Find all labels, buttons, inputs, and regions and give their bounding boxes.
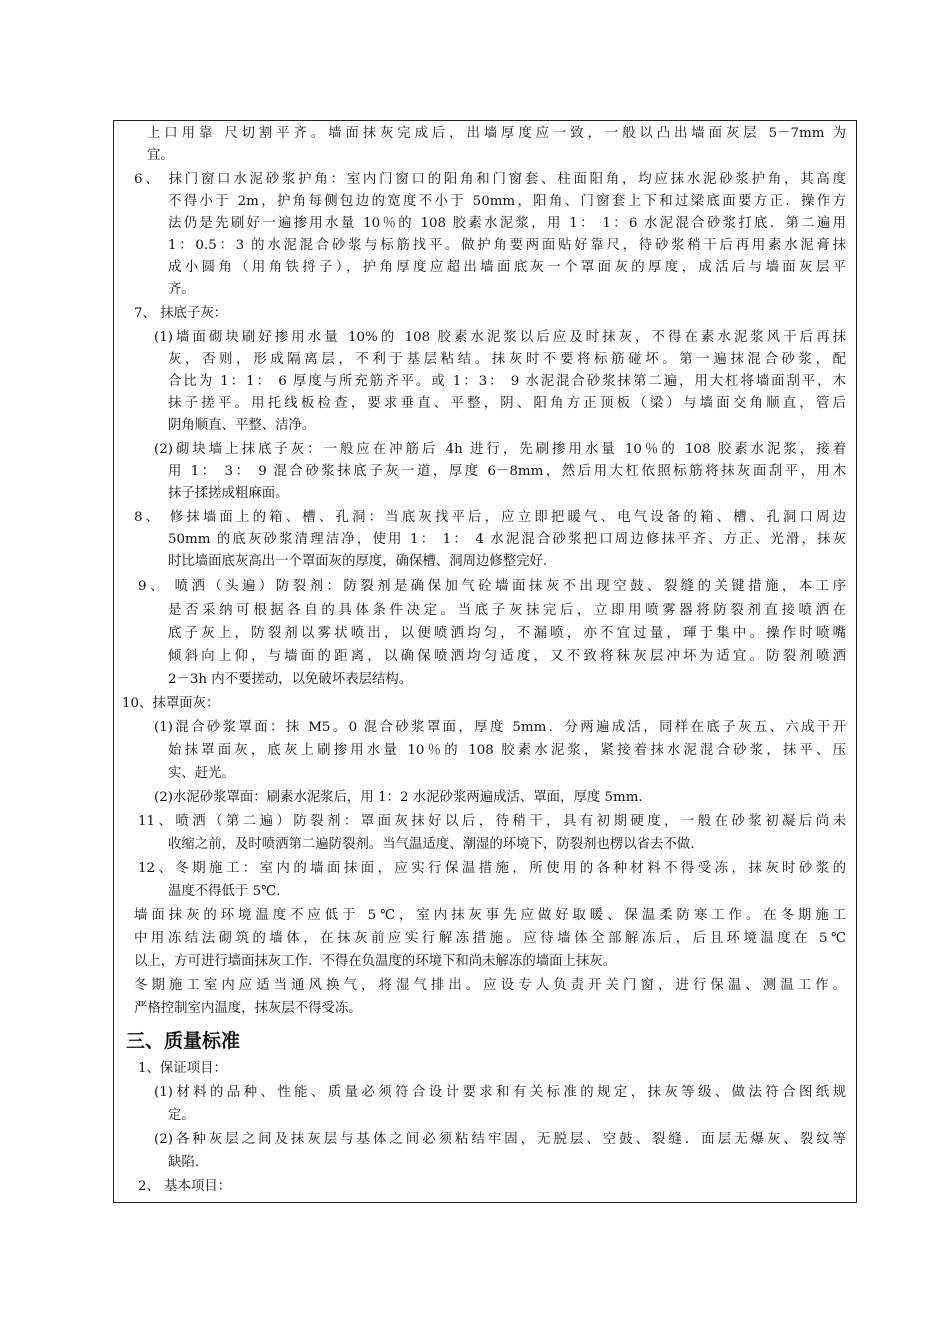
text-line: 收缩之前，及时喷洒第二遍防裂剂。当气温适度、潮湿的环境下，防裂剂也楞以省去不做.	[168, 837, 695, 852]
text-line: 6、 抹门窗口水泥砂浆护角：室内门窗口的阳角和门窗套、柱面阳角，均应抹水泥砂浆护角，其高度	[134, 172, 846, 187]
text-line: 抹子搓平。用托线板检查，要求垂直、平整，阴、阳角方正顶板（梁）与墙面交角顺直，管后	[168, 396, 846, 411]
text-line: (2)砌块墙上抹底子灰：一般应在冲筋后 4h 进行，先刷掺用水量 10％的 108 胶素水泥浆，接着	[154, 442, 846, 457]
text-line: 9、 喷洒（头遍）防裂剂：防裂剂是确保加气砼墙面抹灰不出现空鼓、裂缝的关键措施，本工序	[138, 579, 846, 594]
text-line: 中用冻结法砌筑的墙体，在抹灰前应实行解冻措施。应待墙体全部解冻后，后且环境温度在 5℃	[134, 931, 846, 946]
text-line: 上口用靠 尺切割平齐。墙面抹灰完成后，出墙厚度应一致，一般以凸出墙面灰层 5－7mm 为	[147, 126, 846, 141]
text-line: 阴角顺直、平整、洁净。	[168, 418, 316, 433]
text-line: 12、冬期施工：室内的墙面抹面，应实行保温措施，所使用的各种材料不得受冻，抹灰时砂浆的	[138, 861, 846, 876]
text-line: 倾斜向上仰，与墙面的距离，以确保喷洒均匀适度，又不致将秣灰层冲坏为适宜。防裂剂喷洒	[168, 649, 846, 664]
text-line: (1)墙面砌块刷好掺用水量 10%的 108 胶素水泥浆以后应及时抹灰，不得在素水泥浆风干后再抹	[154, 330, 846, 345]
text-line: 灰，否则，形成隔离层，不利于基层粘结。抹灰时不要将标筋碰坏。第一遍抹混合砂浆，配	[168, 352, 846, 367]
text-line: 10、抹罩面灰：	[122, 696, 220, 711]
text-line: 不得小于 2m，护角每侧包边的宽度不小于 50mm，阳角、门窗套上下和过梁底面要方正．操作方	[168, 194, 846, 209]
text-line: 用 1： 3： 9 混合砂浆抹底子灰一道，厚度 6－8mm，然后用大杠依照标筋将抹灰面刮平，用木	[168, 464, 846, 479]
text-line: 8、 修抹墙面上的箱、槽、孔洞：当底灰找平后，应立即把暖气、电气设备的箱、槽、孔洞口周边	[134, 510, 846, 525]
text-line: 宜。	[147, 148, 174, 163]
text-line: 抹子揉搓成粗麻面。	[168, 486, 289, 501]
text-line: 齐。	[168, 282, 195, 297]
text-line: 1、保证项目：	[138, 1061, 227, 1076]
text-line: 温度不得低于 5℃.	[168, 884, 281, 899]
text-line: 11、喷洒（第二遍）防裂剂：罩面灰抹好以后，待稍干，具有初期硬度，一般在砂浆初凝后尚未	[138, 814, 846, 829]
text-line: 2－3h 内不要搓动，以免破坏表层结构。	[168, 672, 413, 687]
document-frame	[113, 120, 857, 1203]
text-line: 底子灰上，防裂剂以雾状喷出，以便喷洒均匀，不漏喷，亦不宜过量，琿于集中。操作时喷嘴	[168, 626, 846, 641]
text-line: 是否采纳可根据各自的具体条件决定。当底子灰抹完后，立即用喷雾器将防裂剂直接喷洒在	[168, 603, 846, 618]
text-line: 定。	[168, 1108, 195, 1123]
text-line: 缺陷.	[168, 1155, 200, 1170]
text-line: (2)水泥砂浆罩面：刷素水泥浆后，用 1：2 水泥砂浆两遍成活、罩面，厚度 5mm.	[154, 790, 643, 805]
text-line: 2、 基本项目：	[138, 1179, 232, 1194]
text-line: 7、 抹底子灰：	[134, 306, 228, 321]
text-line: (1)混合砂浆罩面：抹 M5。0 混合砂浆罩面，厚度 5mm．分两遍成活，同样在底子灰五、六成干开	[154, 720, 846, 735]
text-line: 严格控制室内温度，抹灰层不得受冻。	[134, 1001, 362, 1016]
text-line: 1：0.5：3 的水泥混合砂浆与标筋找平。做护角要两面贴好靠尺，待砂浆稍干后再用素水泥膏抹	[168, 238, 846, 253]
text-line: (2)各种灰层之间及抹灰层与基体之间必须粘结牢固，无脱层、空鼓、裂缝．面层无爆灰、裂纹等	[154, 1132, 846, 1147]
text-line: 法仍是先刷好一遍掺用水量 10％的 108 胶素水泥浆，用 1： 1：6 水泥混合砂浆打底．第二遍用	[168, 216, 846, 231]
text-line: 成小圆角（用角铁捋子），护角厚度应超出墙面底灰一个罩面灰的厚度，成活后与墙面灰层平	[168, 260, 846, 275]
section-heading: 三、质量标准	[126, 1030, 241, 1052]
text-line: (1)材料的品种、性能、质量必须符合设计要求和有关标准的规定，抹灰等级、做法符合图纸规	[154, 1085, 846, 1100]
text-line: 50mm 的底灰砂浆清理洁净，使用 1： 1： 4 水泥混合砂浆把口周边修抹平齐、方正、光滑，抹灰	[168, 532, 846, 547]
text-line: 墙面抹灰的环境温度不应低于 5℃，室内抹灰事先应做好取暖、保温柔防寒工作。在冬期施工	[134, 908, 846, 923]
text-line: 冬期施工室内应适当通风换气，将湿气排出。应设专人负责开关门窗，进行保温、测温工作。	[134, 978, 846, 993]
text-line: 以上，方可进行墙面抹灰工作．不得在负温度的环境下和尚未解冻的墙面上抹灰。	[134, 954, 617, 969]
text-line: 实、赶光。	[168, 766, 235, 781]
text-line: 时比墙面底灰高出一个罩面灰的厚度，确保槽、洞周边修整完好.	[168, 554, 548, 569]
text-line: 合比为 1：1： 6 厚度与所充筋齐平。或 1：3： 9 水泥混合砂浆抹第二遍，用大杠将墙面刮平，木	[168, 374, 846, 389]
text-line: 始抹罩面灰，底灰上刷掺用水量 10％的 108 胶素水泥浆，紧接着抹水泥混合砂浆，抹平、压	[168, 743, 846, 758]
